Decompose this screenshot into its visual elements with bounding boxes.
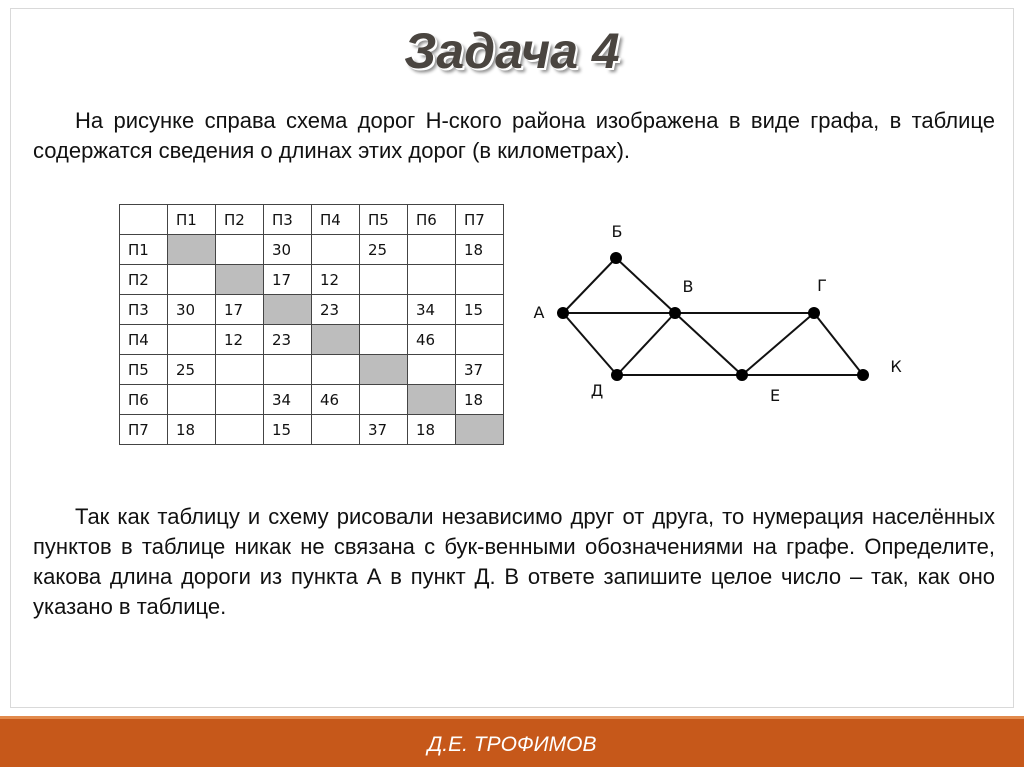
column-header: П7 xyxy=(456,205,504,235)
road-edge-V-E xyxy=(675,313,742,375)
road-edge-G-E xyxy=(742,313,814,375)
column-header: П5 xyxy=(360,205,408,235)
table-cell: 30 xyxy=(168,295,216,325)
graph-node-D xyxy=(611,369,623,381)
table-cell: 23 xyxy=(264,325,312,355)
row-header: П2 xyxy=(120,265,168,295)
intro-paragraph: На рисунке справа схема дорог Н-ского района изображена в виде графа, в таблице содержатся сведения о длинах этих дорог (в километрах). xyxy=(33,108,995,163)
table-cell: 18 xyxy=(168,415,216,445)
graph-node-label: А xyxy=(533,303,545,322)
table-cell: 34 xyxy=(264,385,312,415)
graph-node-K xyxy=(857,369,869,381)
table-cell: 12 xyxy=(312,265,360,295)
road-edge-A-B xyxy=(563,258,616,313)
graph-node-label: К xyxy=(890,357,902,376)
table-cell: 46 xyxy=(312,385,360,415)
table-cell: 15 xyxy=(264,415,312,445)
table-cell: 37 xyxy=(456,355,504,385)
footer-bar xyxy=(0,716,1024,767)
graph-node-label: В xyxy=(682,277,694,296)
slide-title: Задача 4 xyxy=(404,23,620,79)
table-cell: 17 xyxy=(216,295,264,325)
column-header: П6 xyxy=(408,205,456,235)
row-header: П5 xyxy=(120,355,168,385)
table-cell: 25 xyxy=(360,235,408,265)
graph-node-label: Д xyxy=(590,381,604,400)
table-cell: 18 xyxy=(456,385,504,415)
table-cell: 46 xyxy=(408,325,456,355)
road-edge-B-V xyxy=(616,258,675,313)
table-cell: 34 xyxy=(408,295,456,325)
table-cell: 15 xyxy=(456,295,504,325)
row-header: П7 xyxy=(120,415,168,445)
author-name: Д.Е. ТРОФИМОВ xyxy=(427,733,597,756)
graph-node-label: Е xyxy=(769,386,781,405)
graph-node-V xyxy=(669,307,681,319)
graph-node-A xyxy=(557,307,569,319)
table-cell: 17 xyxy=(264,265,312,295)
table-cell: 18 xyxy=(408,415,456,445)
question-paragraph: Так как таблицу и схему рисовали независимо друг от друга, то нумерация населённых пунктов в таблице никак не связана с бук-венными обозначениями на графе. Определите, какова длина дороги из пункта А в пункт Д. В ответе запишите целое число – так, как оно указано в таблице. xyxy=(33,504,995,619)
table-cell: 37 xyxy=(360,415,408,445)
column-header: П4 xyxy=(312,205,360,235)
column-header: П3 xyxy=(264,205,312,235)
row-header: П1 xyxy=(120,235,168,265)
row-header: П6 xyxy=(120,385,168,415)
graph-node-E xyxy=(736,369,748,381)
road-edge-V-D xyxy=(617,313,675,375)
column-header: П2 xyxy=(216,205,264,235)
table-cell: 23 xyxy=(312,295,360,325)
graph-node-G xyxy=(808,307,820,319)
road-edge-G-K xyxy=(814,313,863,375)
table-cell: 30 xyxy=(264,235,312,265)
table-cell: 12 xyxy=(216,325,264,355)
table-cell: 25 xyxy=(168,355,216,385)
graph-node-label: Б xyxy=(611,222,623,241)
column-header: П1 xyxy=(168,205,216,235)
table-cell: 18 xyxy=(456,235,504,265)
graph-node-label: Г xyxy=(817,276,827,295)
row-header: П4 xyxy=(120,325,168,355)
graph-node-B xyxy=(610,252,622,264)
road-edge-A-D xyxy=(563,313,617,375)
row-header: П3 xyxy=(120,295,168,325)
